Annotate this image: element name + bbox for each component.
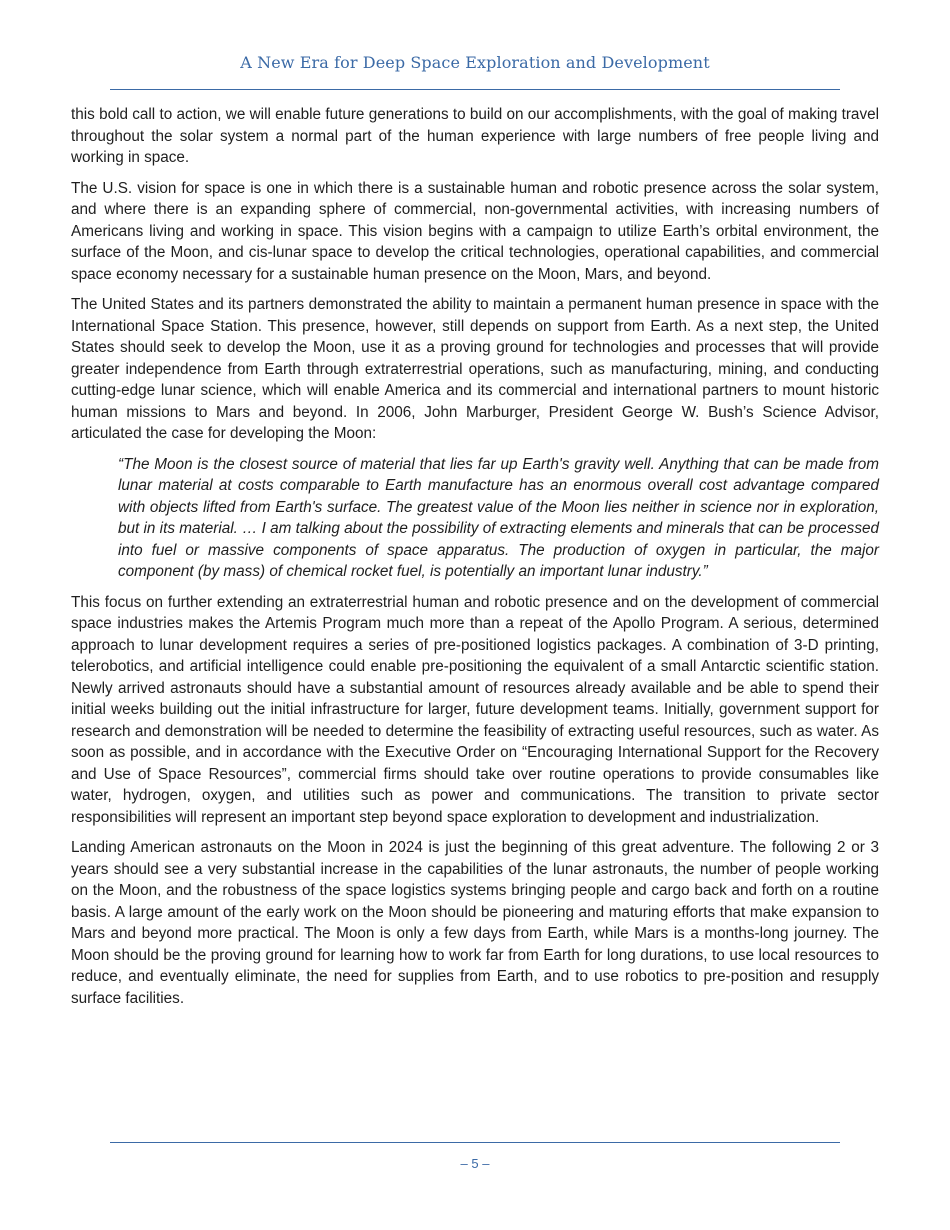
document-body: [71, 104, 879, 1018]
paragraph-continuation: this bold call to action, we will enable future generations to build on our accomplishments, with the goal of making travel throughout the solar system a normal part of the human experience with large numbers of free people living and working in space.: [71, 106, 879, 166]
paragraph-landing-2024: Landing American astronauts on the Moon in 2024 is just the beginning of this great adventure. The following 2 or 3 years should see a very substantial increase in the capabilities of the lunar astronauts, the number of people working on the Moon, and the robustness of the space logistics systems bringing people and cargo back and forth on a routine basis. A large amount of the early work on the Moon should be pioneering and maturing efforts that make expansion to Mars and beyond more practical. The Moon is only a few days from Earth, while Mars is a months-long journey. The Moon should be the proving ground for learning how to work far from Earth for long durations, to use local resources to reduce, and eventually eliminate, the need for supplies from Earth, and to use robotics to pre-position and resupply surface facilities.: [71, 839, 879, 1007]
marburger-quote: “The Moon is the closest source of material that lies far up Earth's gravity well. Anything that can be made from lunar material at costs comparable to Earth manufacture has an enormous overall cost advantage compared with objects lifted from Earth's surface. The greatest value of the Moon lies neither in science nor in exploration, but in its material. … I am talking about the possibility of extracting elements and minerals that can be processed into fuel or massive components of space apparatus. The production of oxygen in particular, the major component (by mass) of chemical rocket fuel, is potentially an important lunar industry.”: [118, 455, 879, 580]
page-number: – 5 –: [460, 1156, 490, 1171]
header-divider: [110, 89, 840, 90]
paragraph-artemis-focus: This focus on further extending an extraterrestrial human and robotic presence and on the development of commercial space industries makes the Artemis Program much more than a repeat of the Apollo Program. A serious, determined approach to lunar development requires a series of pre-positioned logistics packages. A combination of 3-D printing, telerobotics, and artificial intelligence could enable pre-positioning the equivalent of a small Antarctic scientific station. Newly arrived astronauts should have a substantial amount of resources already available and be able to spend their initial weeks building out the initial infrastructure for larger, future development teams. Initially, government support for research and demonstration will be needed to determine the feasibility of extracting useful resources, such as water. As soon as possible, and in accordance with the Executive Order on “Encouraging International Support for the Recovery and Use of Space Resources”, commercial firms should take over routine operations to provide consumables like water, hydrogen, oxygen, and utilities such as power and communications. The transition to private sector responsibilities will represent an important step beyond space exploration to development and industrialization.: [71, 593, 879, 826]
paragraph-us-vision: The U.S. vision for space is one in which there is a sustainable human and robotic presence across the solar system, and where there is an expanding sphere of commercial, non-governmental activities, with increasing numbers of Americans living and working in space. This vision begins with a campaign to utilize Earth’s orbital environment, the surface of the Moon, and cis-lunar space to develop the critical technologies, operational capabilities, and commercial space economy necessary for a sustainable human presence on the Moon, Mars, and beyond.: [71, 179, 879, 283]
paragraph-iss-and-moon: The United States and its partners demonstrated the ability to maintain a permanent human presence in space with the International Space Station. This presence, however, still depends on support from Earth. As a next step, the United States should seek to develop the Moon, use it as a proving ground for technologies and processes that will provide greater independence from Earth through extraterrestrial operations, such as manufacturing, mining, and conducting cutting-edge lunar science, which will enable America and its commercial and international partners to mount historic human missions to Mars and beyond. In 2006, John Marburger, President George W. Bush’s Science Advisor, articulated the case for developing the Moon:: [71, 296, 879, 442]
page-header-title: A New Era for Deep Space Exploration and Development: [240, 53, 710, 72]
footer-divider: [110, 1142, 840, 1143]
